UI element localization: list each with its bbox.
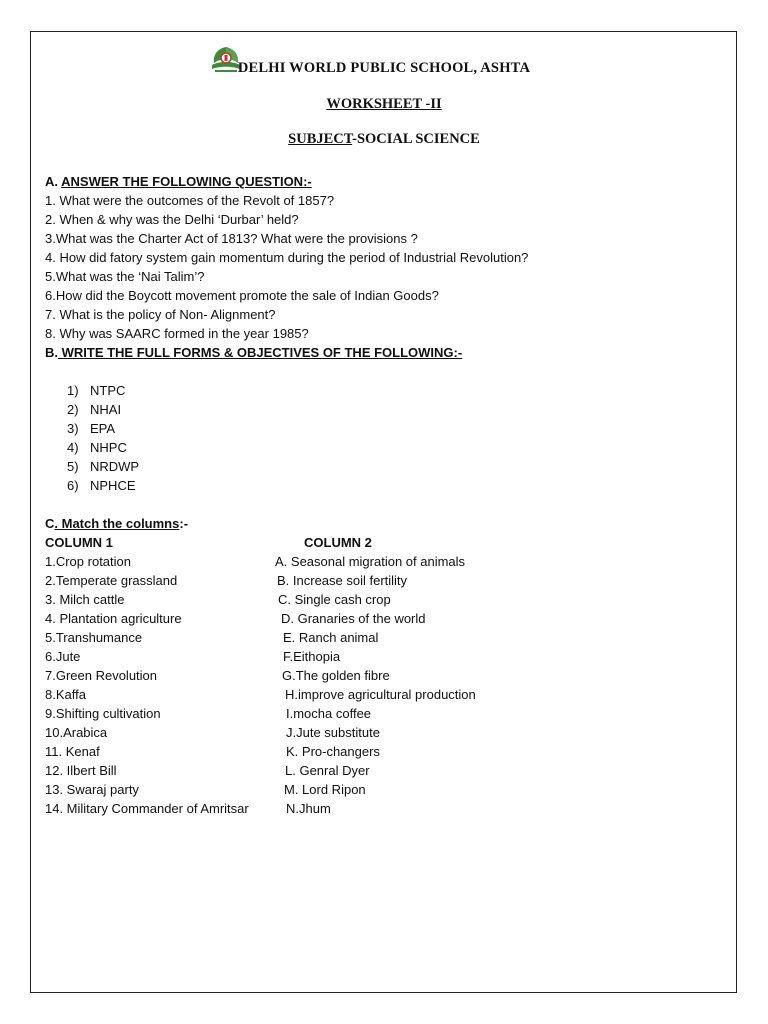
match-right-cell: H.improve agricultural production bbox=[285, 687, 476, 702]
match-right-cell: J.Jute substitute bbox=[286, 725, 380, 740]
list-item-text: NRDWP bbox=[90, 459, 140, 474]
match-left-cell: 2.Temperate grassland bbox=[45, 573, 178, 588]
section-b-heading bbox=[45, 345, 462, 360]
list-item bbox=[67, 421, 115, 436]
match-left-cell: 8.Kaffa bbox=[45, 687, 86, 702]
match-left-cell: 10.Arabica bbox=[45, 725, 108, 740]
subject-line bbox=[0, 131, 768, 148]
section-c-title: . Match the columns bbox=[54, 516, 180, 531]
list-item bbox=[67, 440, 127, 455]
question-item: 8. Why was SAARC formed in the year 1985? bbox=[45, 326, 309, 341]
question-item: 7. What is the policy of Non- Alignment? bbox=[45, 307, 276, 322]
list-item-number: 4) bbox=[67, 440, 79, 455]
list-item bbox=[67, 383, 125, 398]
match-right-cell: B. Increase soil fertility bbox=[277, 573, 408, 588]
match-right-cell: M. Lord Ripon bbox=[284, 782, 366, 797]
match-left-cell: 1.Crop rotation bbox=[45, 554, 131, 569]
match-left-cell: 9.Shifting cultivation bbox=[45, 706, 161, 721]
subject-value: -SOCIAL SCIENCE bbox=[352, 131, 480, 147]
list-item-number: 3) bbox=[67, 421, 79, 436]
match-right-cell: I.mocha coffee bbox=[286, 706, 372, 721]
match-right-cell: E. Ranch animal bbox=[283, 630, 379, 645]
list-item-text: NHAI bbox=[90, 402, 122, 417]
list-item-text: NHPC bbox=[90, 440, 127, 455]
list-item-text: NTPC bbox=[90, 383, 126, 398]
list-item-text: NPHCE bbox=[90, 478, 136, 493]
match-left-cell: 14. Military Commander of Amritsar bbox=[45, 801, 249, 816]
worksheet-title: WORKSHEET -II bbox=[326, 96, 442, 112]
question-item: 2. When & why was the Delhi ‘Durbar’ held? bbox=[45, 212, 299, 227]
match-right-cell: K. Pro-changers bbox=[286, 744, 380, 759]
match-right-cell: L. Genral Dyer bbox=[285, 763, 370, 778]
match-left-cell: 3. Milch cattle bbox=[45, 592, 125, 607]
match-right-cell: N.Jhum bbox=[286, 801, 331, 816]
match-left-cell: 5.Transhumance bbox=[45, 630, 143, 645]
match-left-cell: 4. Plantation agriculture bbox=[45, 611, 182, 626]
section-c-suffix: :- bbox=[179, 516, 189, 531]
match-right-cell: A. Seasonal migration of animals bbox=[275, 554, 466, 569]
match-left-cell: 13. Swaraj party bbox=[45, 782, 139, 797]
question-item: 3.What was the Charter Act of 1813? What were the provisions ? bbox=[45, 231, 418, 246]
list-item-number: 5) bbox=[67, 459, 79, 474]
match-right-cell: C. Single cash crop bbox=[278, 592, 391, 607]
section-a-prefix: A. bbox=[45, 174, 62, 189]
match-left-cell: 6.Jute bbox=[45, 649, 81, 664]
question-item: 5.What was the ‘Nai Talim’? bbox=[45, 269, 205, 284]
section-c-heading bbox=[45, 516, 188, 531]
section-c-prefix: C bbox=[45, 516, 55, 531]
list-item bbox=[67, 402, 121, 417]
match-right-cell: D. Granaries of the world bbox=[281, 611, 426, 626]
list-item bbox=[67, 459, 139, 474]
match-right-cell: G.The golden fibre bbox=[282, 668, 390, 683]
column1-header: COLUMN 1 bbox=[45, 535, 113, 550]
school-name: DELHI WORLD PUBLIC SCHOOL, ASHTA bbox=[237, 60, 531, 76]
question-item: 4. How did fatory system gain momentum during the period of Industrial Revolution? bbox=[45, 250, 529, 265]
question-item: 6.How did the Boycott movement promote the sale of Indian Goods? bbox=[45, 288, 439, 303]
list-item-number: 6) bbox=[67, 478, 79, 493]
list-item-number: 2) bbox=[67, 402, 79, 417]
match-left-cell: 7.Green Revolution bbox=[45, 668, 158, 683]
list-item-number: 1) bbox=[67, 383, 79, 398]
match-left-cell: 11. Kenaf bbox=[45, 744, 100, 759]
section-b-title: WRITE THE FULL FORMS & OBJECTIVES OF THE FOLLOWING:- bbox=[58, 345, 463, 360]
section-a-title: ANSWER THE FOLLOWING QUESTION:- bbox=[61, 174, 312, 189]
section-a-heading bbox=[45, 174, 312, 189]
match-left-cell: 12. Ilbert Bill bbox=[45, 763, 117, 778]
list-item bbox=[67, 478, 136, 493]
section-b-prefix: B. bbox=[45, 345, 58, 360]
question-item: 1. What were the outcomes of the Revolt of 1857? bbox=[45, 193, 335, 208]
subject-label: SUBJECT bbox=[288, 131, 353, 147]
column2-header: COLUMN 2 bbox=[304, 535, 372, 550]
match-right-cell: F.Eithopia bbox=[283, 649, 341, 664]
list-item-text: EPA bbox=[90, 421, 116, 436]
